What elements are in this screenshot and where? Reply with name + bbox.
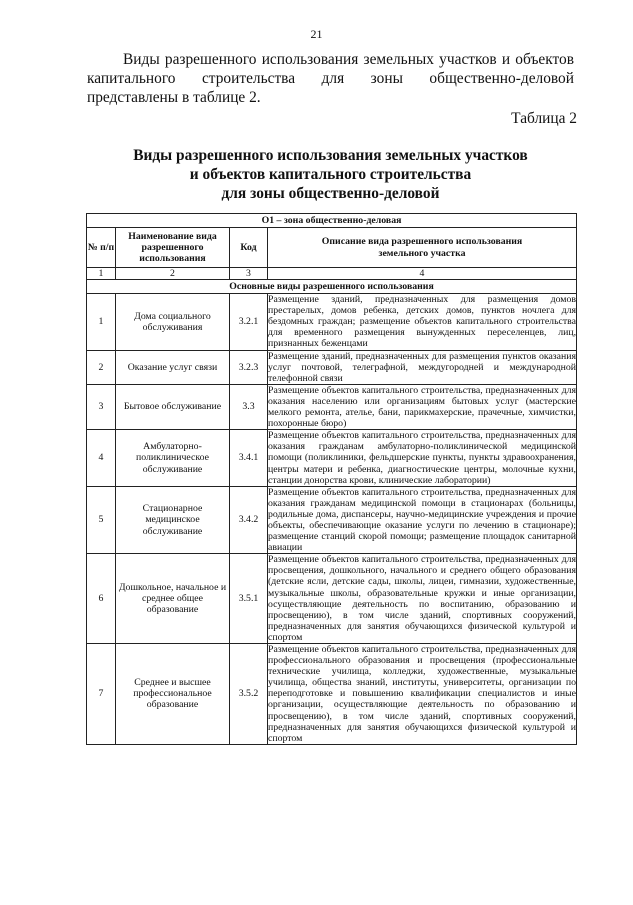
page-number: 21 <box>310 27 323 41</box>
row-description: Размещение объектов капитального строительства, предназначенных для оказания гражданам амбулаторно-поликлинической медицинской помощи (поликлиники, фельдшерские пункты, пункты здравоохранения, центры матери и ребенка, диагностические центры, молочные кухни, станции донорства крови, клинические лаборатории) <box>268 430 577 486</box>
row-description: Размещение объектов капитального строительства, предназначенных для просвещения, дошкольного, начального и среднего общего образования (детские ясли, детские сады, школы, лицеи, гимназии, художественные, музыкальные школы, образовательные кружки и иные организации, осуществляющие деятельность по воспитанию, образованию и просвещению), в том числе зданий, спортивных сооружений, предназначенных для занятия обучающихся физической культурой и спортом <box>268 554 577 643</box>
table-label: Таблица 2 <box>511 110 577 127</box>
table-row <box>87 430 577 486</box>
row-name: Дома социального обслуживания <box>116 294 230 350</box>
row-code: 3.3 <box>230 384 268 429</box>
row-name: Среднее и высшее профессиональное образование <box>116 644 230 745</box>
table-row <box>87 644 577 745</box>
row-code: 3.2.3 <box>230 350 268 384</box>
row-code: 3.2.1 <box>230 294 268 350</box>
row-number: 7 <box>87 644 116 745</box>
header-num: № п/п <box>87 228 116 268</box>
row-description: Размещение объектов капитального строительства, предназначенных для профессионального образования и просвещения (профессиональные технические училища, колледжи, художественные, музыкальные училища, общества знаний, институты, университеты, организации по переподготовке и повышению квалификации специалистов и иные организации, осуществляющие деятельность по образованию и просвещению), в том числе зданий, спортивных сооружений, предназначенных для занятия обучающихся физической культурой и спортом <box>268 644 577 744</box>
row-name: Амбулаторно-поликлиническое обслуживание <box>116 430 230 486</box>
column-number: 3 <box>230 268 268 280</box>
intro-paragraph: Виды разрешенного использования земельных участков и объектов капитального строительства для зоны общественно-деловой представлены в таблице 2. <box>87 51 574 106</box>
row-description: Размещение зданий, предназначенных для размещения домов престарелых, домов ребенка, детских домов, пунктов ночлега для бездомных граждан; размещение объектов капитального строительства для временного размещения вынужденных переселенцев, лиц, признанных беженцами <box>268 294 577 350</box>
row-name: Оказание услуг связи <box>116 350 230 384</box>
row-description: Размещение объектов капитального строительства, предназначенных для оказания населению или организациям бытовых услуг (мастерские мелкого ремонта, ателье, бани, парикмахерские, прачечные, химчистки, похоронные бюро) <box>268 384 577 430</box>
row-code: 3.4.1 <box>230 430 268 486</box>
column-number: 1 <box>87 268 116 280</box>
row-name: Бытовое обслуживание <box>116 384 230 429</box>
row-number: 4 <box>87 430 116 486</box>
column-header-row <box>87 228 577 268</box>
table-row <box>87 486 577 554</box>
row-number: 2 <box>87 350 116 384</box>
title-line: и объектов капитального строительства <box>189 166 472 183</box>
row-code: 3.5.1 <box>230 554 268 644</box>
row-code: 3.5.2 <box>230 644 268 745</box>
title-line: для зоны общественно-деловой <box>221 185 440 202</box>
header-code: Код <box>230 228 268 268</box>
table-row <box>87 350 577 384</box>
table-row <box>87 554 577 644</box>
row-name: Стационарное медицинское обслуживание <box>116 486 230 554</box>
table-row <box>87 294 577 350</box>
row-name: Дошкольное, начальное и среднее общее образование <box>116 554 230 644</box>
header-description: Описание вида разрешенного использования земельного участка <box>268 228 577 268</box>
land-use-table <box>86 213 577 745</box>
row-number: 6 <box>87 554 116 644</box>
title-line: Виды разрешенного использования земельных участков <box>133 147 528 164</box>
zone-header: О1 – зона общественно-деловая <box>87 214 577 228</box>
zone-header-row <box>87 214 577 228</box>
column-number: 2 <box>116 268 230 280</box>
table-title <box>87 146 574 203</box>
section-row <box>87 280 577 294</box>
column-number: 4 <box>268 268 577 280</box>
table-row <box>87 384 577 429</box>
header-name: Наименование вида разрешенного использования <box>116 228 230 268</box>
row-code: 3.4.2 <box>230 486 268 554</box>
row-number: 5 <box>87 486 116 554</box>
row-number: 3 <box>87 384 116 429</box>
row-number: 1 <box>87 294 116 350</box>
row-description: Размещение зданий, предназначенных для размещения пунктов оказания услуг почтовой, телеграфной, междугородней и международной телефонной связи <box>268 350 577 384</box>
row-description: Размещение объектов капитального строительства, предназначенных для оказания гражданам медицинской помощи в стационарах (больницы, родильные дома, диспансеры, научно-медицинские учреждения и прочие объекты, обеспечивающие оказание услуги по лечению в стационаре); размещение станций скорой помощи; размещение площадок санитарной авиации <box>268 486 577 554</box>
column-number-row <box>87 268 577 280</box>
section-title: Основные виды разрешенного использования <box>87 280 577 294</box>
